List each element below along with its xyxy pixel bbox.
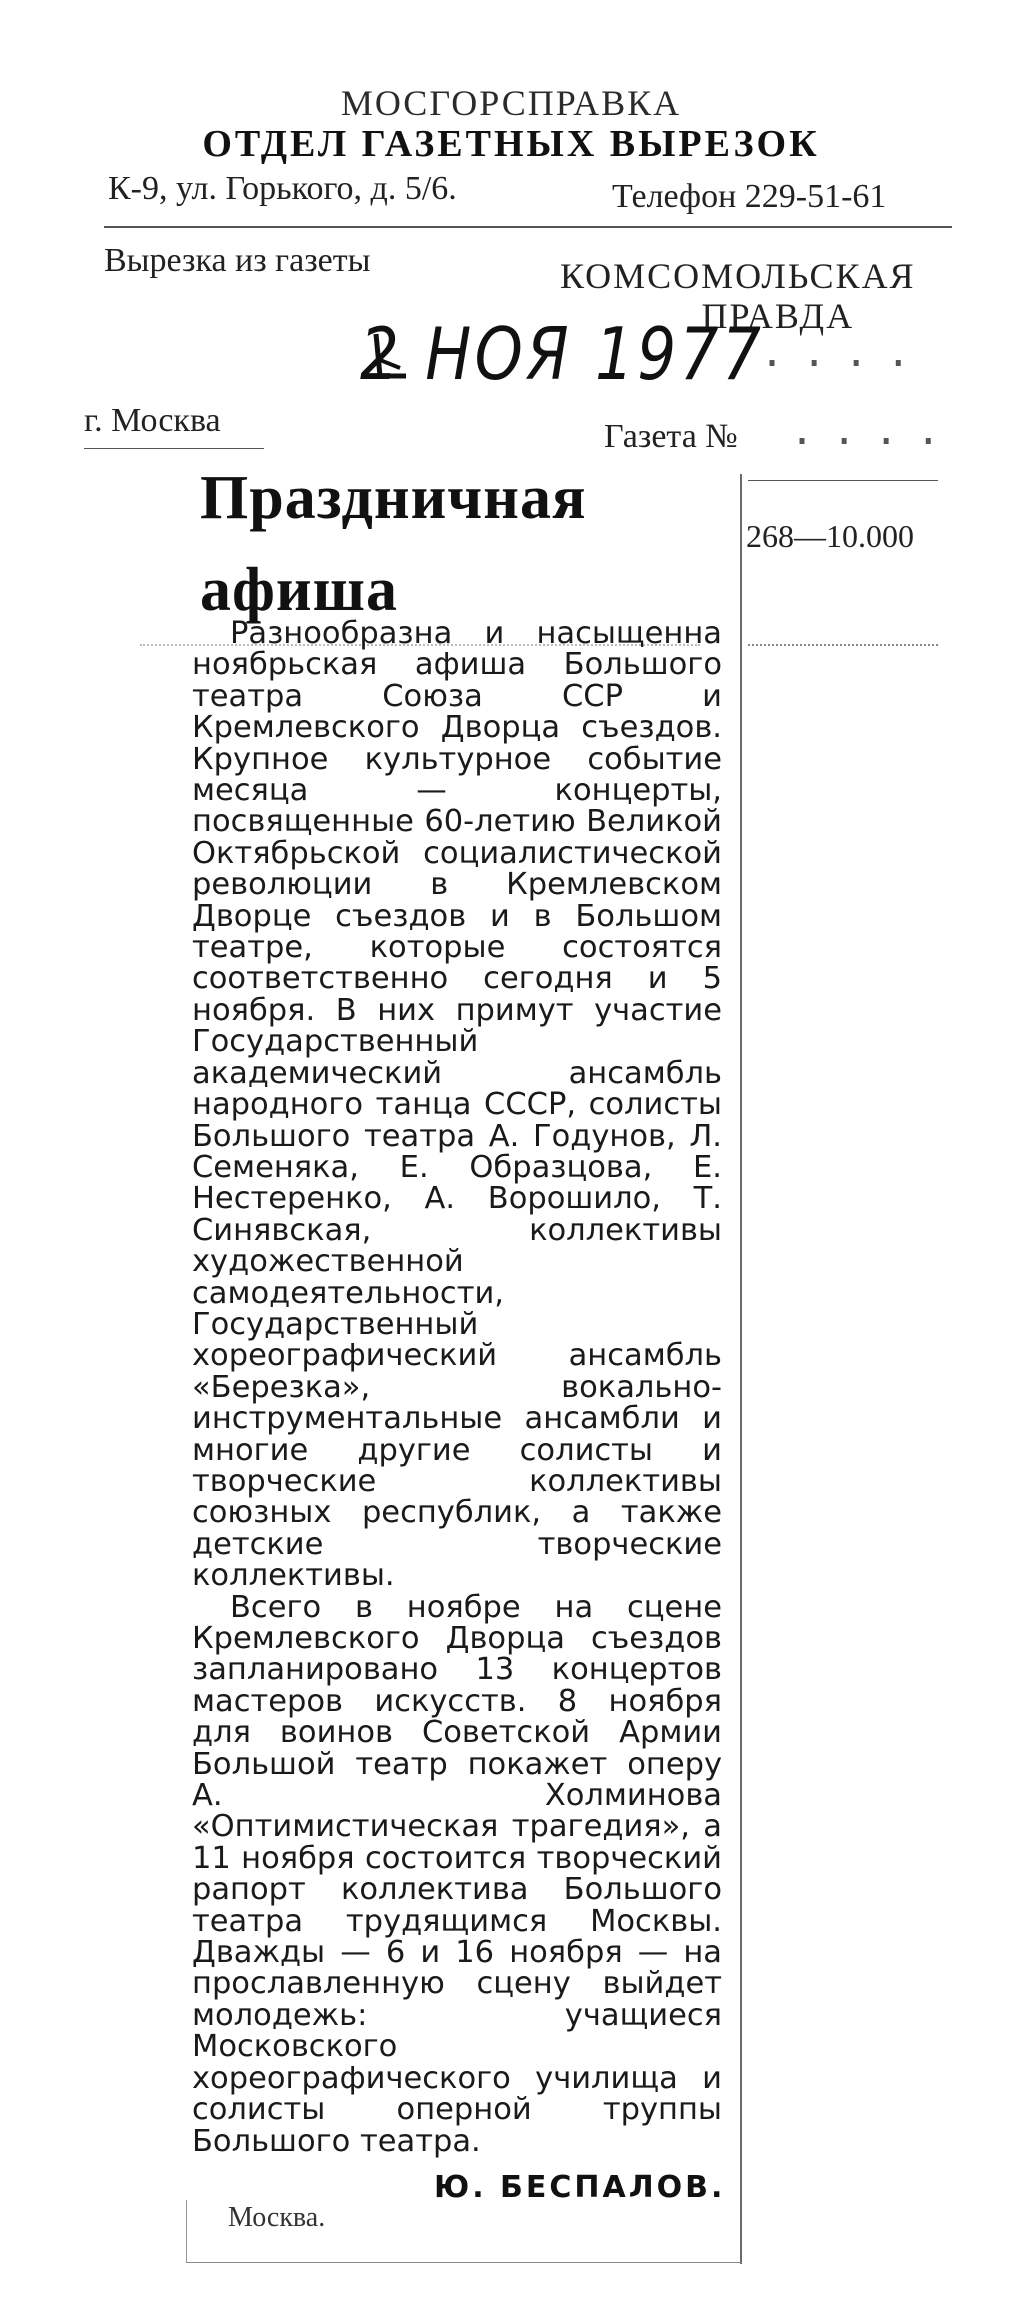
article-byline: Ю. БЕСПАЛОВ. [434,2170,726,2205]
date-stamp: 2 НОЯ 1977 [360,312,765,396]
article-headline [200,452,740,636]
circulation-number: 268—10.000 [746,518,914,554]
right-column-divider [740,474,742,2264]
headline-line1: Праздничная [200,464,587,532]
city-label: г. Москва [84,402,221,439]
agency-phone: Телефон 229-51-61 [612,178,887,215]
article-dateline: Москва. [228,2202,326,2233]
agency-address: К-9, ул. Горького, д. 5/6. [108,170,457,207]
date-dots: .... [760,330,929,376]
clipping-label: Вырезка из газеты [104,242,371,279]
article-paragraph-1: Разнообразна и насыщенна ноябрьская афиша Большого театра Союза ССР и Кремлевского Дворца съездов. Крупное культурное событие месяца — концерты, посвященные 60-летию Великой Октябрьской социалистической революции в Кремлевском Дворце съездов и в Большом театре, которые состоятся соответственно сегодня и 5 ноября. В них примут участие Государственный академический ансамбль народного танца СССР, солисты Большого театра А. Годунов, Л. Семеняка, Е. Образцова, Е. Нестеренко, А. Ворошило, Т. Синявская, коллективы художественной самодеятельности, Государственный хореографический ансамбль «Березка», вокально-инструментальные ансамбли и многие другие солисты и творческие коллективы союзных республик, а также детские творческие коллективы. [192,616,722,1594]
clipping-left-edge [186,2200,187,2262]
gazeta-number-label: Газета № [604,418,738,455]
gazeta-number-dots: .... [790,408,959,454]
newspaper-name-line1: КОМСОМОЛЬСКАЯ [560,256,916,296]
article-body [192,618,722,2157]
right-column-dotted-rule [748,644,938,646]
department-title: ОТДЕЛ ГАЗЕТНЫХ ВЫРЕЗОК [202,123,820,165]
newspaper-name-line2: ПРАВДА [701,296,855,336]
clipping-bottom-rule [186,2262,742,2263]
city-underline [84,448,264,449]
headline-line2: афиша [200,556,398,624]
agency-title: МОСГОРСПРАВКА [340,83,682,123]
header-rule [104,226,952,228]
right-column-top-rule [748,480,938,481]
article-paragraph-2: Всего в ноябре на сцене Кремлевского Дворца съездов запланировано 13 концертов мастеров искусств. 8 ноября для воинов Советской Армии Большой театр покажет оперу А. Холминова «Оптимистическая трагедия», а 11 ноября состоится творческий рапорт коллектива Большого театра трудящимся Москвы. Дважды — 6 и 16 ноября — на прославленную сцену выйдет молодежь: учащиеся Московского хореографического училища и солисты оперной труппы Большого театра. [192,1589,722,2159]
